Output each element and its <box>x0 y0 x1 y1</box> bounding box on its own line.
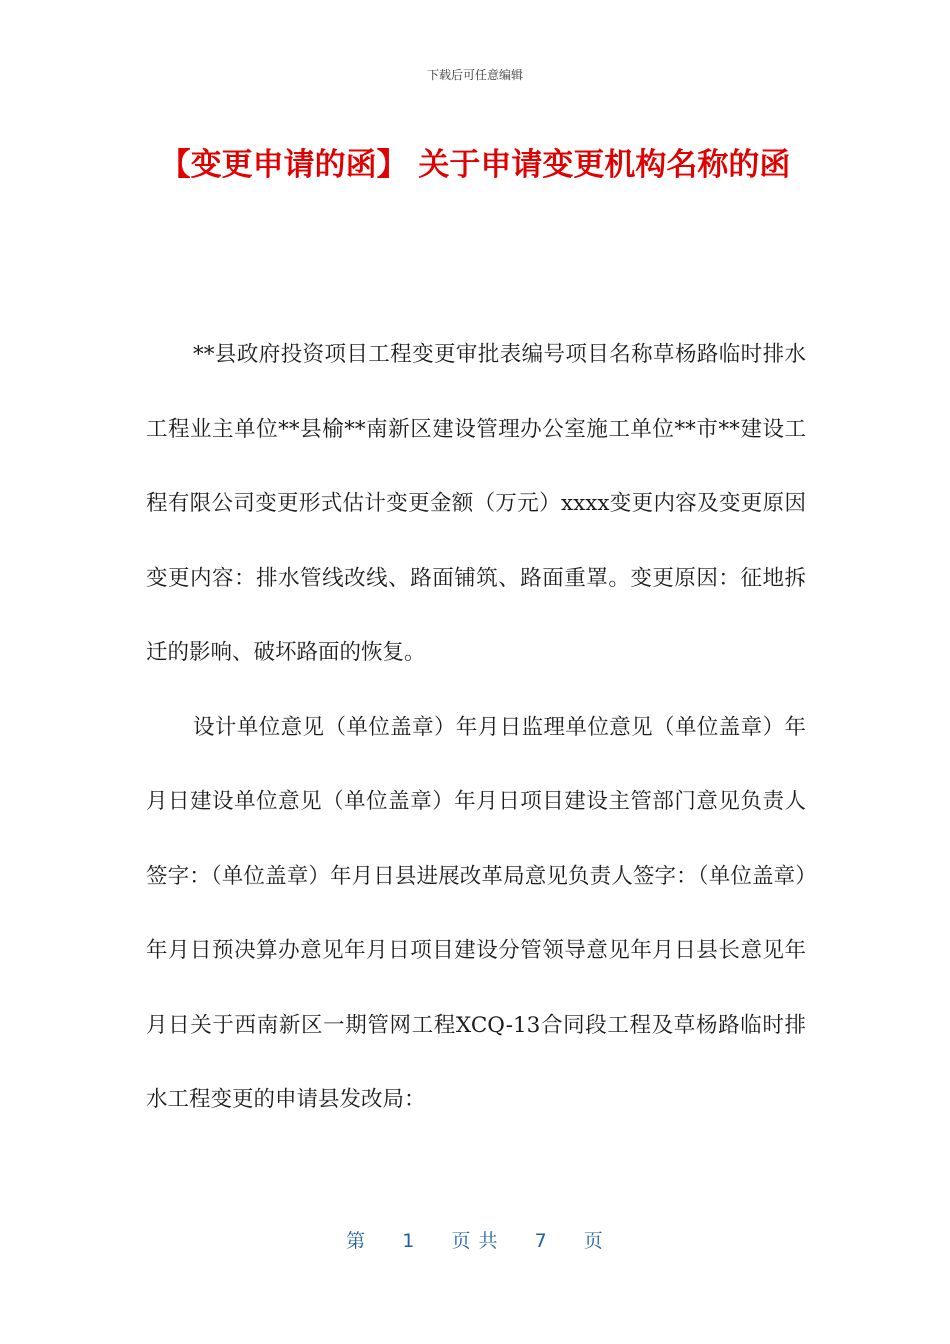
footer-page-mid: 页 共 <box>451 1230 499 1252</box>
page-header-note: 下载后可任意编辑 <box>426 68 523 82</box>
footer-page-suffix: 页 <box>583 1230 604 1252</box>
document-body <box>146 318 806 1138</box>
document-title: 【变更申请的函】 关于申请变更机构名称的函 <box>159 147 791 183</box>
footer-current-page: 1 <box>402 1230 416 1252</box>
body-paragraph-2: 设计单位意见（单位盖章）年月日监理单位意见（单位盖章）年月日建设单位意见（单位盖章）年月日项目建设主管部门意见负责人签字：（单位盖章）年月日县进展改革局意见负责人签字：（单位盖章）年月日预决算办意见年月日项目建设分管领导意见年月日县长意见年月日关于西南新区一期管网工程XCQ-13合同段工程及草杨路临时排水工程变更的申请县发改局： <box>146 714 806 1112</box>
page-footer <box>0 1226 950 1253</box>
footer-page-prefix: 第 <box>346 1230 367 1252</box>
footer-total-pages: 7 <box>534 1230 548 1252</box>
body-paragraph-1: **县政府投资项目工程变更审批表编号项目名称草杨路临时排水工程业主单位**县榆**南新区建设管理办公室施工单位**市**建设工程有限公司变更形式估计变更金额（万元）xxxx变更内容及变更原因变更内容：排水管线改线、路面铺筑、路面重罩。变更原因：征地拆迁的影响、破坏路面的恢复。 <box>146 342 806 665</box>
